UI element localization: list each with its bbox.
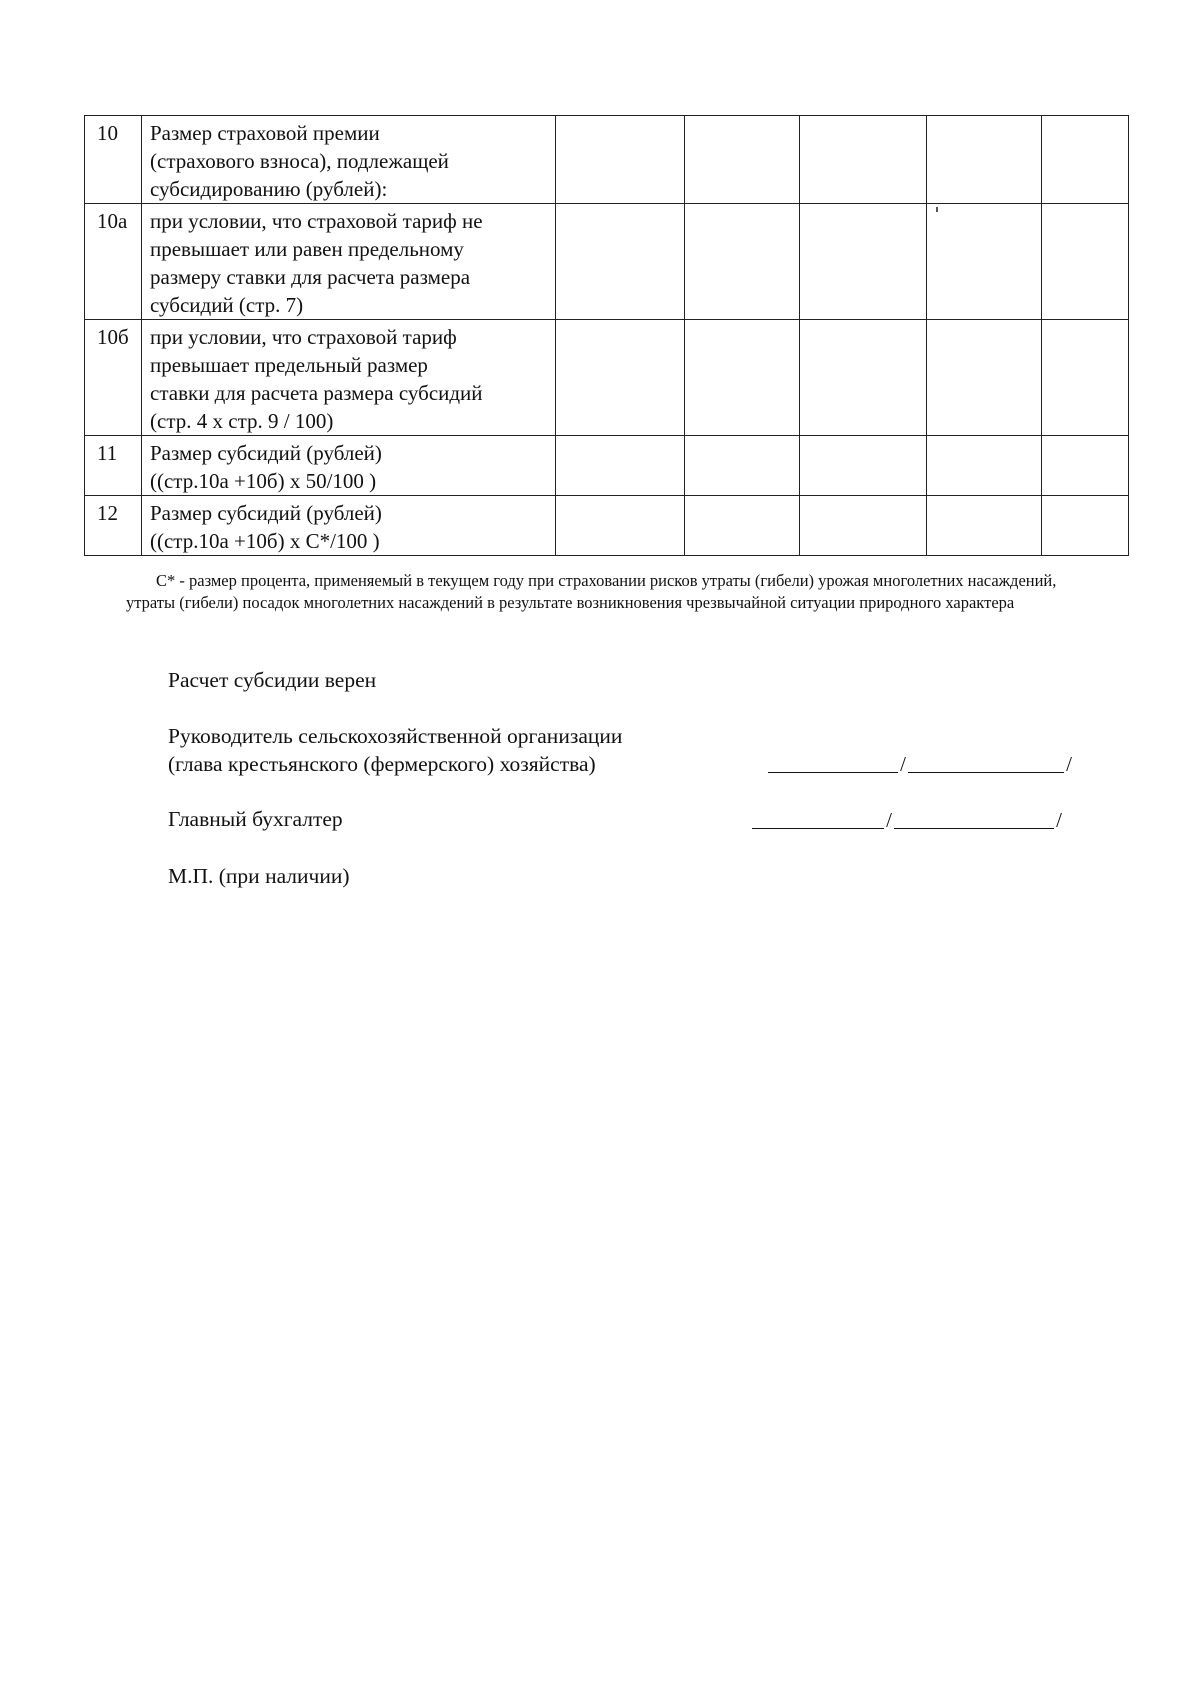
table-row-12 — [85, 496, 1129, 556]
value-cell — [556, 320, 685, 436]
table-row-11 — [85, 436, 1129, 496]
scan-speck — [936, 207, 938, 212]
footnote-text: С* - размер процента, применяемый в текущем году при страховании рисков утраты (гибели) урожая многолетних насаждений, утраты (гибели) посадок многолетних насаждений в результате возникновения чрезвычайной ситуации природного характера — [126, 571, 1057, 612]
chief-accountant-signature-line — [752, 806, 1064, 834]
value-cell — [800, 204, 927, 320]
row-number: 10 — [85, 116, 142, 204]
value-cell — [685, 204, 800, 320]
seal-placeholder-label: М.П. (при наличии) — [168, 864, 350, 888]
head-of-organization-label: Руководитель сельскохозяйственной организации (глава крестьянского (фермерского) хозяйства) — [168, 724, 623, 776]
table-row-10b — [85, 320, 1129, 436]
signature-blank — [768, 750, 898, 773]
slash-separator: / — [1066, 752, 1072, 776]
name-blank — [908, 750, 1064, 773]
subsidy-calculation-table — [84, 115, 1129, 556]
table-row-10a — [85, 204, 1129, 320]
row-description: Размер субсидий (рублей) ((стр.10а +10б) х 50/100 ) — [142, 436, 556, 496]
value-cell — [1042, 204, 1129, 320]
row-number: 10а — [85, 204, 142, 320]
value-cell — [800, 116, 927, 204]
slash-separator: / — [886, 808, 892, 832]
calculation-verified-label: Расчет субсидии верен — [168, 668, 377, 692]
value-cell — [685, 436, 800, 496]
row-description: Размер страховой премии (страхового взноса), подлежащей субсидированию (рублей): — [142, 116, 556, 204]
slash-separator: / — [900, 752, 906, 776]
value-cell — [800, 496, 927, 556]
row-description: Размер субсидий (рублей) ((стр.10а +10б) х С*/100 ) — [142, 496, 556, 556]
value-cell — [685, 320, 800, 436]
value-cell — [800, 436, 927, 496]
value-cell — [556, 436, 685, 496]
value-cell — [556, 204, 685, 320]
value-cell — [927, 116, 1042, 204]
row-number: 11 — [85, 436, 142, 496]
chief-accountant-label: Главный бухгалтер — [168, 807, 343, 831]
slash-separator: / — [1056, 808, 1062, 832]
value-cell — [927, 496, 1042, 556]
value-cell — [927, 436, 1042, 496]
value-cell — [927, 320, 1042, 436]
row-number: 12 — [85, 496, 142, 556]
row-number: 10б — [85, 320, 142, 436]
table-row-10 — [85, 116, 1129, 204]
signature-blank — [752, 806, 884, 829]
value-cell — [1042, 320, 1129, 436]
name-blank — [894, 806, 1054, 829]
value-cell — [1042, 116, 1129, 204]
value-cell — [1042, 436, 1129, 496]
row-description: при условии, что страховой тариф превышает предельный размер ставки для расчета размера субсидий (стр. 4 х стр. 9 / 100) — [142, 320, 556, 436]
value-cell — [927, 204, 1042, 320]
row-description: при условии, что страховой тариф не превышает или равен предельному размеру ставки для расчета размера субсидий (стр. 7) — [142, 204, 556, 320]
value-cell — [1042, 496, 1129, 556]
value-cell — [800, 320, 927, 436]
value-cell — [556, 496, 685, 556]
value-cell — [556, 116, 685, 204]
head-signature-line — [768, 750, 1074, 778]
value-cell — [685, 116, 800, 204]
value-cell — [685, 496, 800, 556]
